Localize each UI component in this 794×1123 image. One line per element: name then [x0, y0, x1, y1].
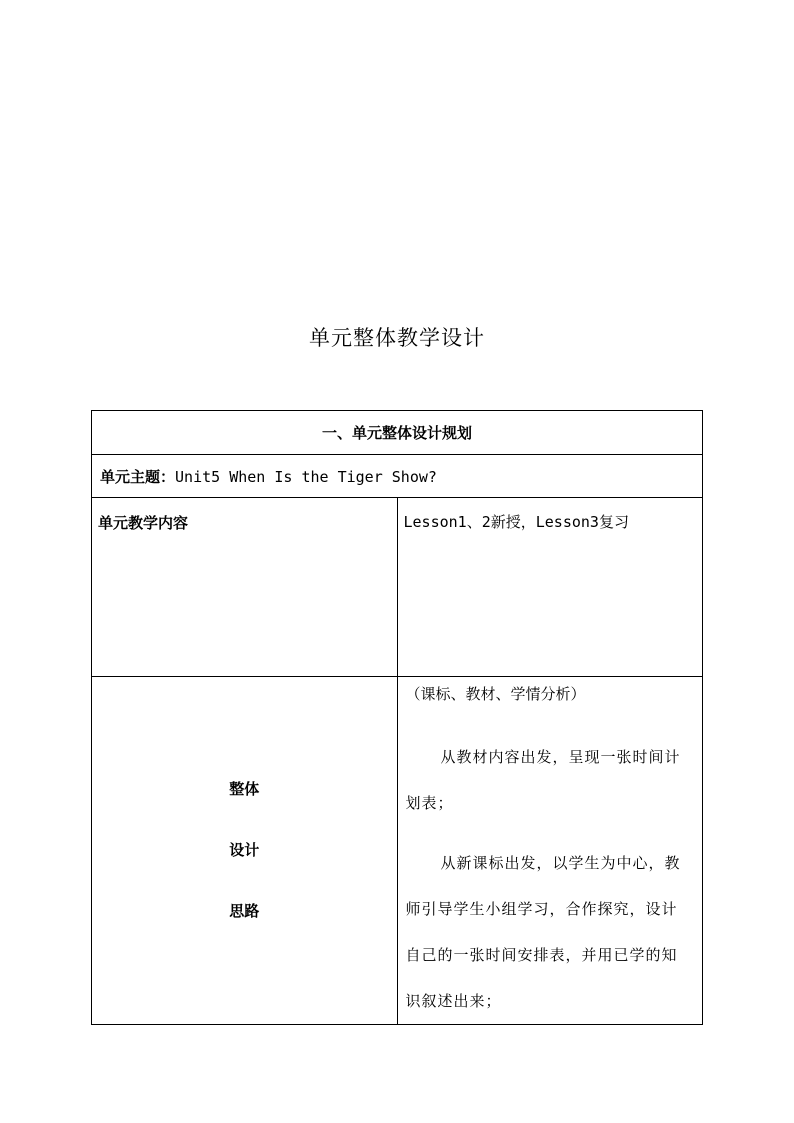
idea-paragraph-text: 从教材内容出发，呈现一张时间计划表；: [405, 748, 681, 812]
idea-label-line: 设计: [229, 841, 260, 859]
topic-label: 单元主题：: [100, 467, 176, 486]
idea-paragraph-text: 从新课标出发，以学生为中心，教师引导学生小组学习，合作探究，设计自己的一张时间安排表，并用已学的知识叙述出来；: [405, 854, 681, 1010]
design-idea-content: [397, 677, 703, 1025]
content-row: [92, 498, 703, 677]
design-idea-row: [92, 677, 703, 1025]
topic-row: [92, 455, 703, 498]
content-label: 单元教学内容: [92, 498, 398, 677]
topic-cell: [92, 455, 703, 498]
content-value: Lesson1、2新授，Lesson3复习: [397, 498, 703, 677]
analysis-note: （课标、教材、学情分析）: [405, 685, 586, 703]
document-title: 单元整体教学设计: [309, 326, 485, 350]
idea-paragraph: [406, 734, 689, 826]
unit-plan-table: [91, 410, 703, 1025]
design-idea-label: [92, 677, 398, 1025]
section-header-row: [92, 411, 703, 455]
idea-paragraph: [406, 840, 689, 1024]
idea-label-line: 整体: [229, 780, 260, 798]
idea-label-line: 思路: [229, 902, 260, 920]
section-header: 一、单元整体设计规划: [92, 411, 703, 455]
topic-value: Unit5 When Is the Tiger Show?: [175, 467, 437, 486]
